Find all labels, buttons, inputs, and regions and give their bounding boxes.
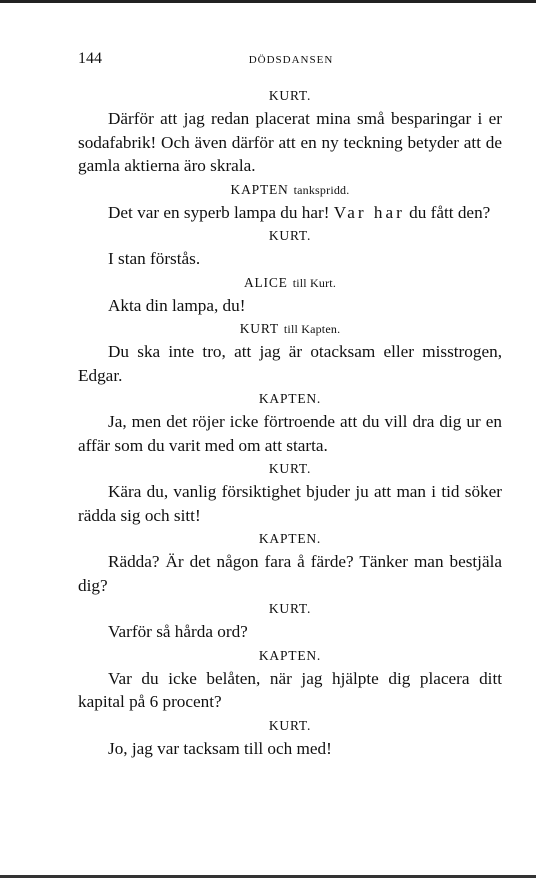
speaker-label [78,459,502,479]
speaker-name: KURT. [268,601,312,616]
speaker-label [78,319,502,339]
speaker-name: KAPTEN. [258,391,322,406]
speech-emphasis: Var har [333,202,405,222]
speaker-label [78,716,502,736]
speech-text: Ja, men det röjer icke förtroende att du vill dra dig ur en affär som du varit med om att starta. [78,412,502,455]
top-border [0,0,536,3]
speaker-name: KAPTEN. [258,531,322,546]
speaker-name: KURT. [268,461,312,476]
speaker-name: KURT. [268,717,312,733]
page-number: 144 [78,50,102,67]
speaker-label [78,273,502,293]
speech-text [78,201,502,225]
speaker-label [78,226,502,246]
speaker-label [78,646,502,666]
play-text [78,84,502,762]
speech-text: Akta din lampa, du! [108,295,246,315]
speaker-label [78,529,502,549]
speech-text: Var du icke belåten, när jag hjälpte dig placera ditt kapital på 6 procent? [78,668,502,711]
speech-text: Varför så hårda ord? [108,622,248,641]
speech-text: Rädda? Är det någon fara å färde? Tänker man bestjäla dig? [78,552,502,595]
speech-text: Kära du, vanlig försiktighet bjuder ju att man i tid söker rädda sig och sitt! [78,482,502,525]
speech-text: Du ska inte tro, att jag är otacksam eller misstrogen, Edgar. [78,342,502,385]
speech-text: I stan förstås. [108,249,201,268]
speaker-label [78,389,502,409]
speaker-name: KAPTEN. [258,647,322,663]
stage-direction: till Kapten. [283,322,341,336]
speech-text: Därför att jag redan placerat mina små besparingar i er sodafabrik! Och även därför att en ny teckning betyder att de gamla aktierna äro skrala. [78,109,502,175]
speech-text: Jo, jag var tacksam till och med! [108,738,332,758]
speaker-name: KAPTEN [230,181,289,197]
speaker-name: KURT. [268,88,312,103]
page-header [78,50,504,70]
speaker-name: KURT [239,321,279,336]
speaker-label [78,599,502,619]
speaker-label [78,180,502,200]
speech-fragment: Det var en syperb lampa du har! [108,202,334,222]
speaker-name: KURT. [268,228,312,243]
speech-fragment: du fått den? [404,202,491,222]
stage-direction: tankspridd. [293,182,350,197]
speaker-name: ALICE [243,274,288,290]
running-head: DÖDSDANSEN [248,54,334,66]
speaker-label [78,86,502,106]
stage-direction: till Kurt. [292,275,337,290]
